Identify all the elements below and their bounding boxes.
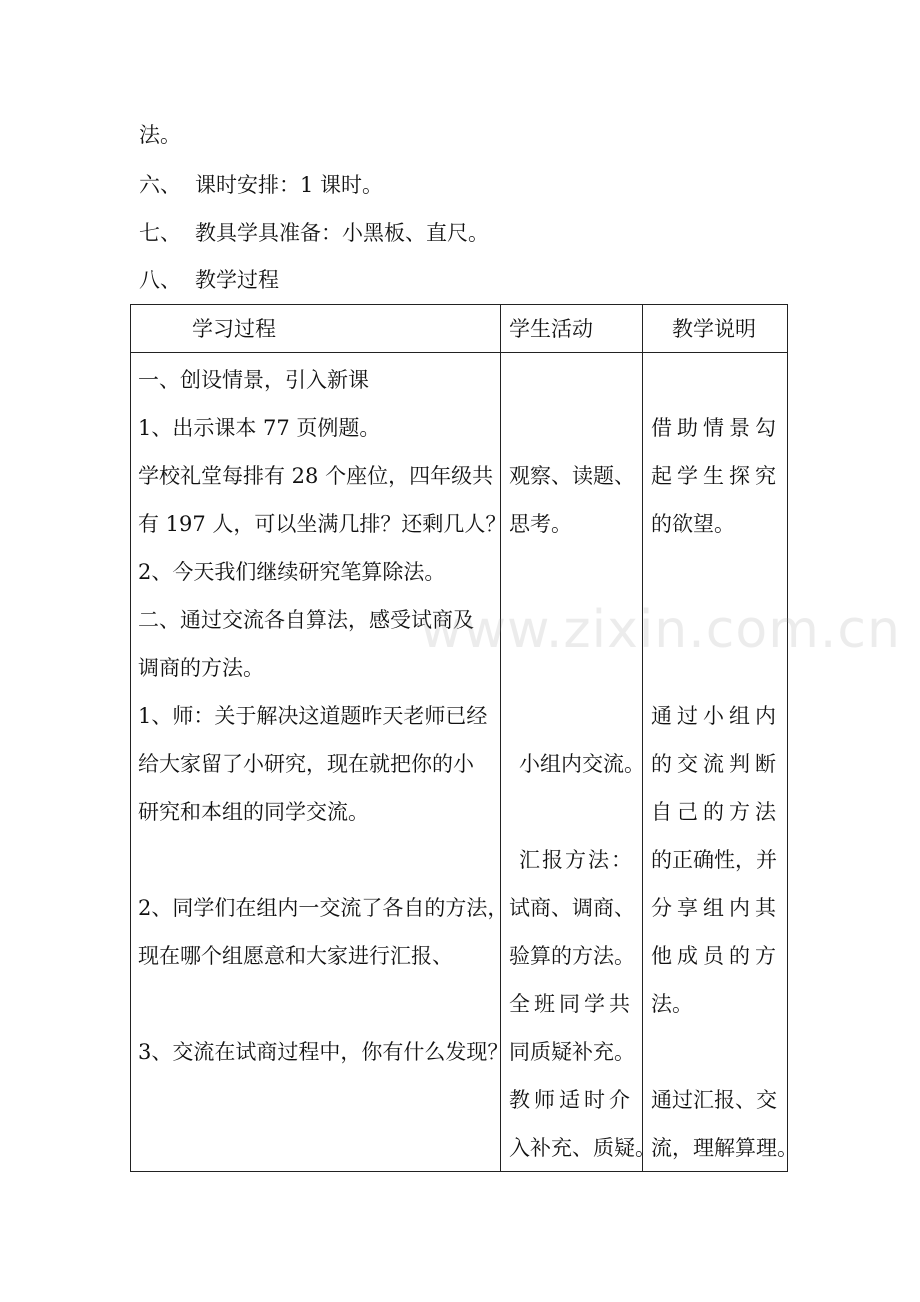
activity-line: 教师适时介 — [509, 1088, 634, 1112]
section-number: 六、 — [139, 173, 181, 197]
process-line: 2、同学们在组内一交流了各自的方法， — [138, 896, 509, 920]
process-line: 二、通过交流各自算法，感受试商及 — [138, 608, 474, 632]
note-line: 借助情景勾 — [651, 416, 781, 440]
column-divider — [642, 304, 643, 1172]
activity-line: 小组内交流。 — [519, 752, 645, 776]
intro-text: 课时安排：1 课时。 — [195, 173, 384, 197]
activity-line: 入补充、质疑。 — [509, 1136, 656, 1160]
note-line: 法。 — [651, 992, 693, 1016]
process-line: 2、今天我们继续研究笔算除法。 — [138, 560, 446, 584]
note-line: 的正确性，并 — [651, 848, 777, 872]
watermark: www.zixin.com.cn — [420, 600, 901, 660]
activity-line: 全班同学共 — [509, 992, 634, 1016]
note-line: 分享组内其 — [651, 896, 781, 920]
intro-text: 教学过程 — [195, 268, 279, 292]
note-line: 自己的方法 — [651, 800, 781, 824]
section-number: 七、 — [139, 221, 181, 245]
activity-line: 汇报方法： — [519, 848, 634, 872]
activity-line: 试商、调商、 — [509, 896, 635, 920]
process-line: 一、创设情景，引入新课 — [138, 368, 369, 392]
process-line: 学校礼堂每排有 28 个座位，四年级共 — [138, 464, 494, 488]
activity-line: 观察、读题、 — [509, 464, 635, 488]
process-line: 研究和本组的同学交流。 — [138, 800, 369, 824]
note-line: 流，理解算理。 — [651, 1136, 798, 1160]
process-line: 调商的方法。 — [138, 656, 264, 680]
note-line: 他成员的方 — [651, 944, 781, 968]
header-teaching-notes: 教学说明 — [672, 317, 756, 341]
note-line: 通过汇报、交 — [651, 1088, 777, 1112]
header-student-activity: 学生活动 — [509, 317, 593, 341]
note-line: 通过小组内 — [651, 704, 781, 728]
activity-line: 思考。 — [509, 512, 572, 536]
intro-text: 法。 — [139, 123, 181, 147]
activity-line: 同质疑补充。 — [509, 1040, 635, 1064]
process-line: 1、出示课本 77 页例题。 — [138, 416, 381, 440]
note-line: 的交流判断 — [651, 752, 781, 776]
header-divider — [130, 352, 788, 353]
process-line: 有 197 人，可以坐满几排？还剩几人？ — [138, 512, 507, 536]
process-line: 给大家留了小研究，现在就把你的小 — [138, 752, 474, 776]
header-learning-process: 学习过程 — [192, 317, 276, 341]
intro-line — [139, 266, 279, 294]
section-number: 八、 — [139, 268, 181, 292]
intro-line — [139, 121, 181, 149]
note-line: 的欲望。 — [651, 512, 735, 536]
note-line: 起学生探究 — [651, 464, 781, 488]
process-line: 现在哪个组愿意和大家进行汇报、 — [138, 944, 453, 968]
process-line: 1、师：关于解决这道题昨天老师已经 — [138, 704, 488, 728]
intro-line — [139, 171, 383, 199]
activity-line: 验算的方法。 — [509, 944, 635, 968]
intro-text: 教具学具准备：小黑板、直尺。 — [195, 221, 489, 245]
process-line: 3、交流在试商过程中，你有什么发现？ — [138, 1040, 509, 1064]
intro-line — [139, 219, 489, 247]
